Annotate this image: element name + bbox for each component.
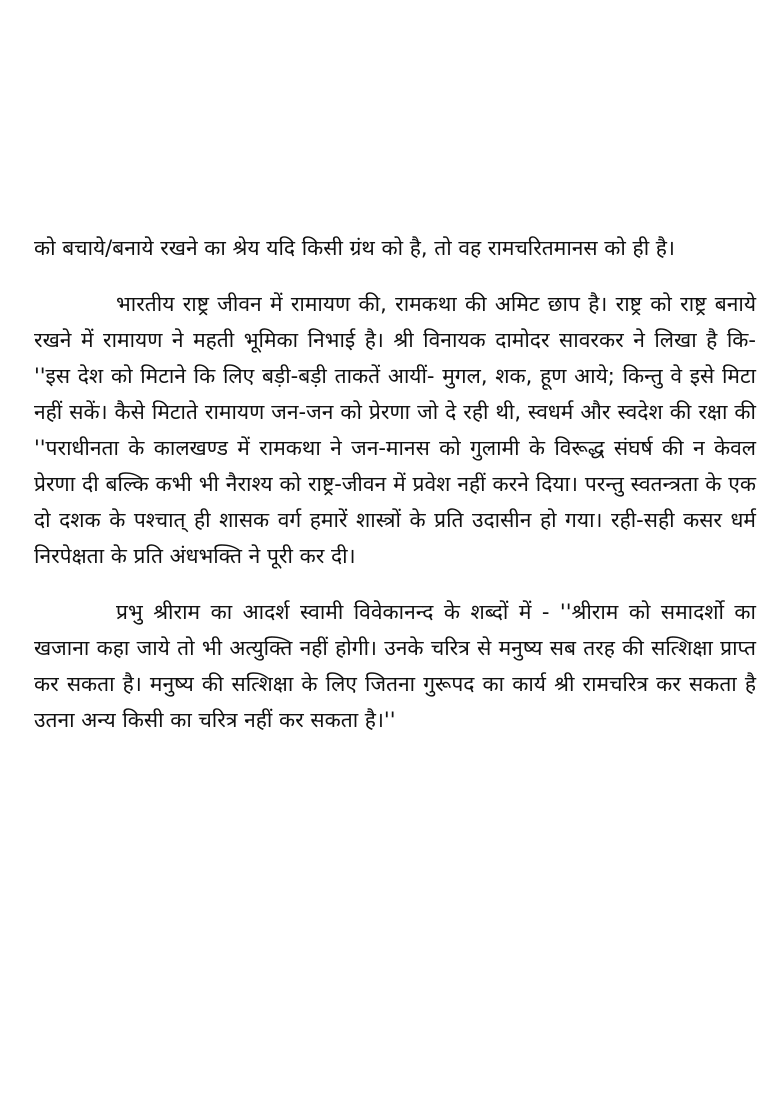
- body-text: [34, 230, 756, 758]
- paragraph-1: को बचाये/बनाये रखने का श्रेय यदि किसी ग्रंथ को है, तो वह रामचरितमानस को ही है।: [34, 236, 675, 260]
- paragraph-3: प्रभु श्रीराम का आदर्श स्वामी विवेकानन्द के शब्दों में - ''श्रीराम को समादर्शो का खजाना कहा जाये तो भी अत्युक्ति नहीं होगी। उनके चरित्र से मनुष्य सब तरह की सत्शिक्षा प्राप्त कर सकता है। मनुष्य की सत्शिक्षा के लिए जितना गुरूपद का कार्य श्री रामचरित्र कर सकता है उतना अन्य किसी का चरित्र नहीं कर सकता है।'': [34, 600, 756, 732]
- paragraph-2: भारतीय राष्ट्र जीवन में रामायण की, रामकथा की अमिट छाप है। राष्ट्र को राष्ट्र बनाये रखने में रामायण ने महती भूमिका निभाई है। श्री विनायक दामोदर सावरकर ने लिखा है कि- ''इस देश को मिटाने कि लिए बड़ी-बड़ी ताकतें आयीं- मुगल, शक, हूण आये; किन्तु वे इसे मिटा नहीं सकें। कैसे मिटाते रामायण जन-जन को प्रेरणा जो दे रही थी, स्वधर्म और स्वदेश की रक्षा की ''पराधीनता के कालखण्ड में रामकथा ने जन-मानस को गुलामी के विरूद्ध संघर्ष की न केवल प्रेरणा दी बल्कि कभी भी नैराश्य को राष्ट्र-जीवन में प्रवेश नहीं करने दिया। परन्तु स्वतन्त्रता के एक दो दशक के पश्चात् ही शासक वर्ग हमारें शास्त्रों के प्रति उदासीन हो गया। रही-सही कसर धर्म निरपेक्षता के प्रति अंधभक्ति ने पूरी कर दी।: [34, 292, 756, 568]
